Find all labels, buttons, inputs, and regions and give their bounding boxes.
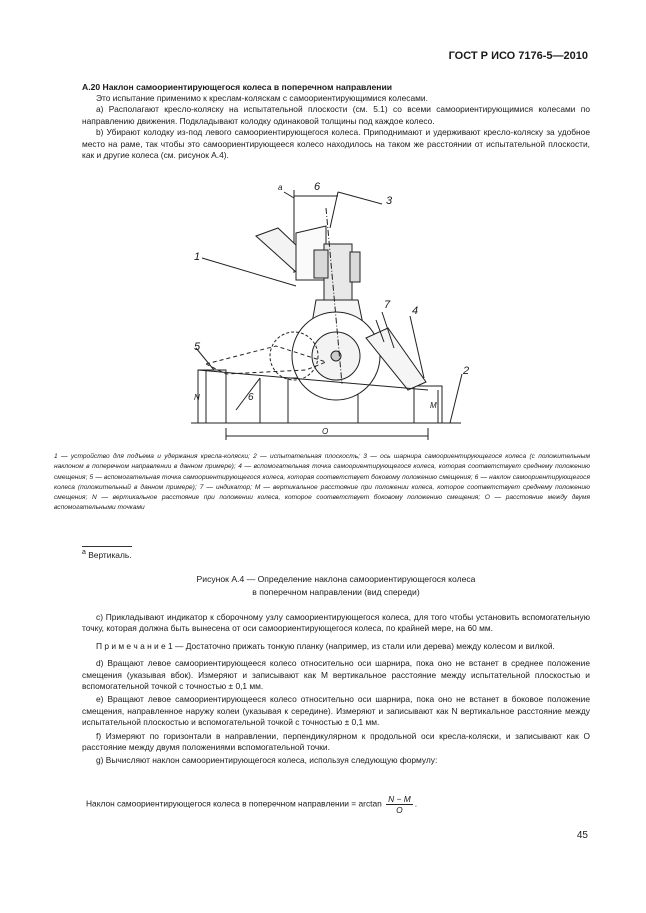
paragraph-b: b) Убирают колодку из-под левого самоориентирующегося колеса. Приподнимают и удерживают кресло-коляску за удобное место на раме, так чтобы это самоориентирующееся колесо находилось на таком же расстоянии от испытательной плоскости, как и другие колеса (см. рисунок А.4).	[82, 127, 590, 161]
paragraph-d: d) Вращают левое самоориентирующееся колесо относительно оси шарнира, пока оно не встанет в среднее положение смещения (указывая вбок). Измеряют и записывают как M вертикальное расстояние между испытательной плоскостью и вспомогательной точкой с точностью ± 0,1 мм.	[82, 658, 590, 692]
note-text: — Достаточно прижать тонкую планку (например, из стали или дерева) между колесом и вилкой.	[172, 640, 555, 651]
note-label: П р и м е ч а н и е 1	[96, 640, 173, 651]
axis-leader-3	[338, 192, 382, 204]
formula-fraction	[386, 794, 413, 815]
label-6-top: 6	[314, 181, 321, 193]
label-O: O	[322, 427, 329, 436]
label-2: 2	[463, 365, 470, 377]
bottom-paragraphs	[82, 612, 590, 767]
label-5: 5	[194, 341, 201, 353]
footnote-divider	[82, 546, 132, 547]
paragraph-g: g) Вычисляют наклон самоориентирующегося колеса, используя следующую формулу:	[96, 755, 438, 766]
footnote-text: Вертикаль.	[85, 549, 132, 560]
figure-legend	[54, 452, 590, 514]
formula-lhs: Наклон самоориентирующегося колеса в поперечном направлении = arctan	[86, 798, 382, 809]
footnote	[82, 549, 132, 560]
label-1: 1	[194, 251, 201, 263]
tilt-formula	[86, 794, 417, 815]
formula-denominator: O	[396, 805, 403, 815]
label-3: 3	[386, 195, 393, 207]
leader-1	[202, 258, 296, 286]
label-M: M	[430, 401, 437, 410]
note-1	[82, 641, 590, 652]
footnote-marker: а	[82, 549, 86, 556]
caster-tilt-diagram	[176, 178, 476, 448]
leader-2	[450, 374, 462, 423]
paragraph-f: f) Измеряют по горизонтали в направлении, перпендикулярном к продольной оси кресла-коляски, и записывают как O расстояние между двумя положениями вспомогательной точки.	[82, 730, 590, 753]
formula-tail: .	[414, 798, 418, 809]
figure-caption-line2: в поперечном направлении (вид спереди)	[252, 587, 420, 597]
formula-numerator: N − M	[388, 794, 411, 804]
label-4: 4	[412, 305, 419, 317]
support-block-left	[198, 370, 226, 423]
page-number: 45	[576, 830, 588, 841]
paragraph-intro: Это испытание применимо к креслам-коляскам с самоориентирующимися колесами.	[96, 93, 428, 103]
figure-caption	[82, 573, 590, 599]
label-N: N	[194, 393, 200, 402]
legend-text: 1 — устройство для подъема и удержания кресла-коляски; 2 — испытательная плоскость; 3 — ось шарнира самоориентирующегося колеса (с положительным наклоном в поперечном направлении в данном примере); 4 — вспомогательная точка самоориентирующегося колеса, которая соответствует среднему положению смещения; 5 — вспомогательная точка самоориентирующегося колеса, которая соответствует боковому положению смещения; 6 — наклон самоориентирующегося колеса (положительный в данном примере); 7 — индикатор; M — вертикальное расстояние при положении колеса, которое соответствует среднему положению смещения; N — вертикальное расстояние при положении колеса, которое соответствует боковому положению смещения; O — расстояние между двумя вспомогательными точками	[54, 453, 590, 512]
figure-caption-line1: Рисунок А.4 — Определение наклона самоориентирующегося колеса	[196, 574, 476, 584]
paragraph-c: с) Прикладывают индикатор к сборочному узлу самоориентирующегося колеса, для того чтобы установить вспомогательную точку, которая должна быть вынесена от оси самоориентирующегося колеса, по крайней мере, на 60 мм.	[82, 612, 590, 634]
label-a: а	[278, 183, 283, 192]
label-6-side: 6	[248, 392, 254, 403]
section-title: A.20 Наклон самоориентирующегося колеса в поперечном направлении	[82, 82, 393, 92]
paragraph-a: а) Располагают кресло-коляску на испытательной плоскости (см. 5.1) со всеми самоориентирующимися колесами по направлению движения. Подкладывают колодку одинаковой толщины под каждое колесо.	[82, 104, 590, 126]
label-7: 7	[384, 299, 391, 311]
top-paragraphs	[82, 93, 590, 161]
standard-header: ГОСТ Р ИСО 7176-5—2010	[448, 50, 588, 62]
paragraph-e: е) Вращают левое самоориентирующееся колесо относительно оси шарнира, пока оно не встанет в боковое положение смещения, направленное наружу колеи (указывая к середине). Измеряют и записывают как N вертикальное расстояние между испытательной плоскостью и вспомогательной точкой с точностью ± 0,1 мм.	[82, 694, 590, 728]
